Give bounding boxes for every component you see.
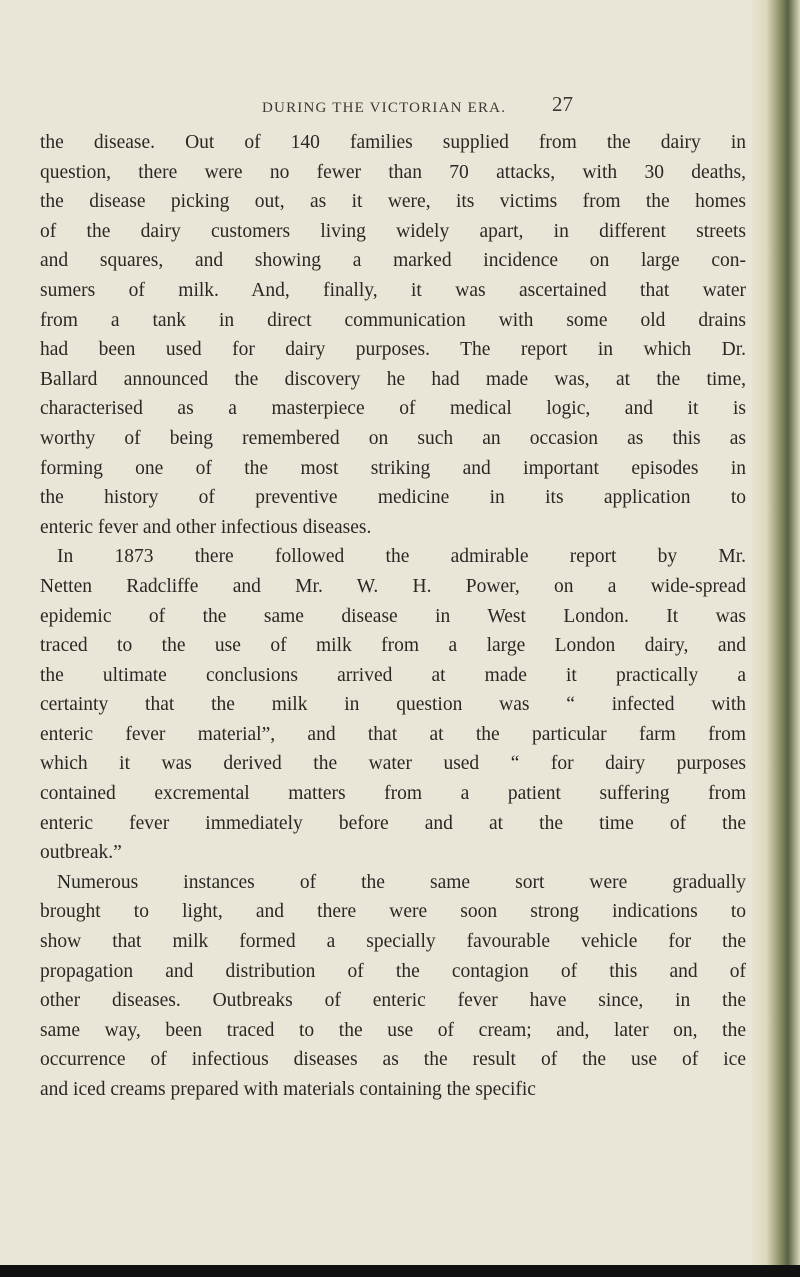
text-line: the disease picking out, as it were, its victims from the homes <box>40 191 746 213</box>
text-line: same way, been traced to the use of cream; and, later on, the <box>40 1019 746 1041</box>
text-line: show that milk formed a specially favourable vehicle for the <box>40 931 746 953</box>
text-line: enteric fever and other infectious diseases. <box>40 516 372 538</box>
text-line: sumers of milk. And, finally, it was ascertained that water <box>40 279 746 301</box>
text-line: contained excremental matters from a patient suffering from <box>40 783 746 805</box>
text-line: occurrence of infectious diseases as the result of the use of ice <box>40 1049 746 1071</box>
page-number: 27 <box>552 92 573 116</box>
text-line: Netten Radcliffe and Mr. W. H. Power, on a wide-spread <box>40 575 746 597</box>
text-line: worthy of being remembered on such an occasion as this as <box>40 427 746 449</box>
text-line: enteric fever immediately before and at the time of the <box>40 812 746 834</box>
text-line: the ultimate conclusions arrived at made it practically a <box>40 664 746 686</box>
text-line: brought to light, and there were soon strong indications to <box>40 901 746 923</box>
bottom-band <box>0 1265 800 1277</box>
page-header <box>262 92 582 122</box>
text-line: outbreak.” <box>40 842 122 864</box>
text-line: epidemic of the same disease in West London. It was <box>40 605 746 627</box>
text-line: enteric fever material”, and that at the particular farm from <box>40 723 746 745</box>
text-line: characterised as a masterpiece of medical logic, and it is <box>40 398 746 420</box>
text-line: Ballard announced the discovery he had made was, at the time, <box>40 368 746 390</box>
body-text <box>40 128 746 1105</box>
text-line: forming one of the most striking and important episodes in <box>40 457 746 479</box>
text-line: other diseases. Outbreaks of enteric fever have since, in the <box>40 990 746 1012</box>
text-line: from a tank in direct communication with some old drains <box>40 309 746 331</box>
page-edge-strip <box>752 0 800 1277</box>
text-line: of the dairy customers living widely apart, in different streets <box>40 220 746 242</box>
text-line: and iced creams prepared with materials containing the specific <box>40 1079 536 1100</box>
text-line: had been used for dairy purposes. The report in which Dr. <box>40 339 746 361</box>
running-head: DURING THE VICTORIAN ERA. <box>262 100 507 116</box>
text-line: traced to the use of milk from a large London dairy, and <box>40 635 746 657</box>
text-line: and squares, and showing a marked incidence on large con- <box>40 250 746 272</box>
text-line: In 1873 there followed the admirable report by Mr. <box>57 546 746 568</box>
text-line: the disease. Out of 140 families supplied from the dairy in <box>40 132 746 153</box>
text-line: question, there were no fewer than 70 attacks, with 30 deaths, <box>40 161 746 183</box>
text-line: certainty that the milk in question was “ infected with <box>40 694 746 716</box>
text-line: which it was derived the water used “ for dairy purposes <box>40 753 746 775</box>
text-line: Numerous instances of the same sort were gradually <box>57 871 746 893</box>
text-line: the history of preventive medicine in its application to <box>40 487 746 509</box>
text-line: propagation and distribution of the contagion of this and of <box>40 960 746 982</box>
